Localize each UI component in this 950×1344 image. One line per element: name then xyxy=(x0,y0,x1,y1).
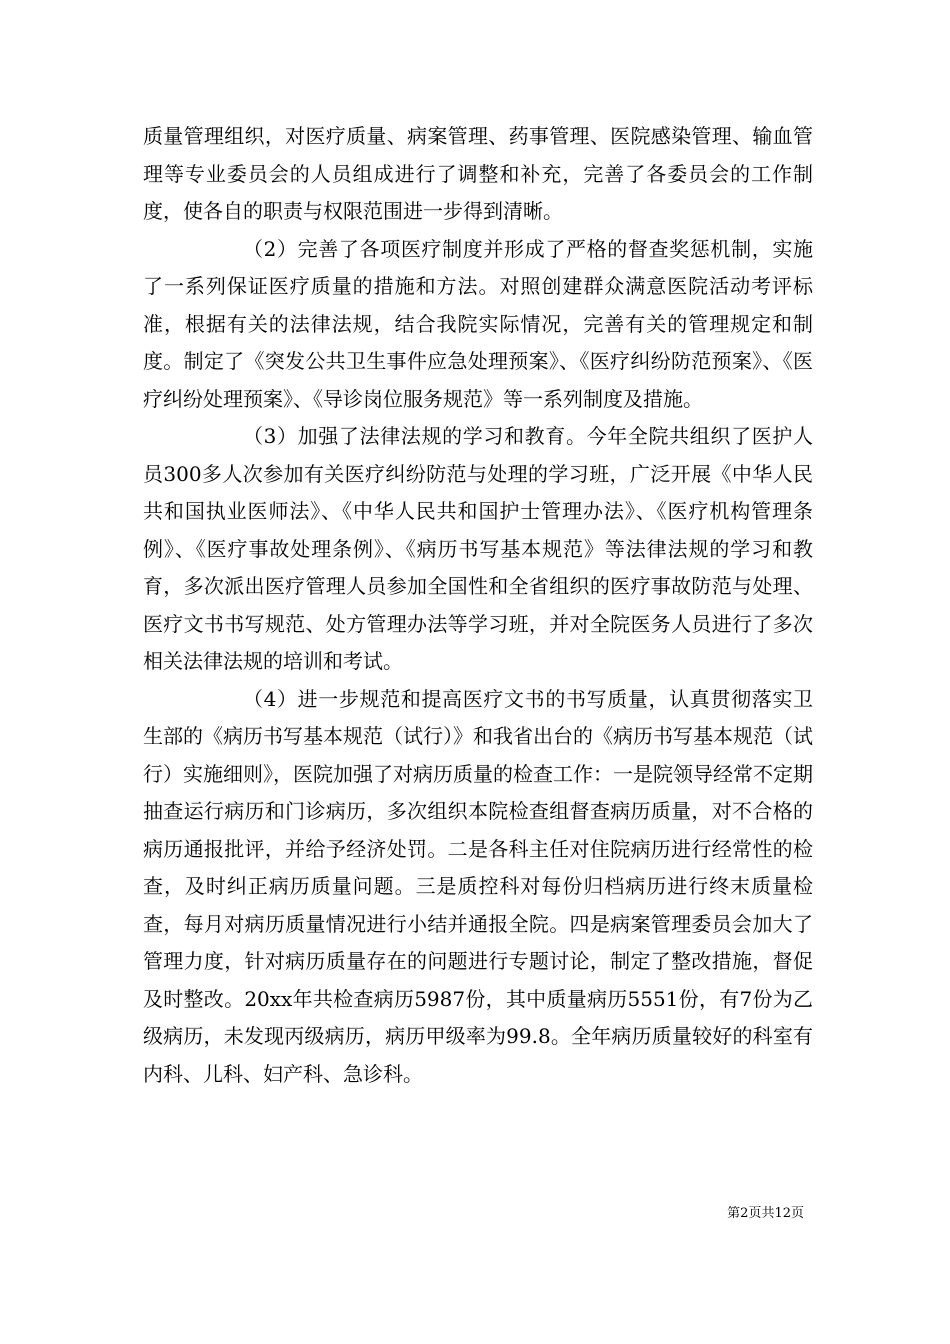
paragraph-item-4: （4）进一步规范和提高医疗文书的书写质量，认真贯彻落实卫生部的《病历书写基本规范（试行）》和我省出台的《病历书写基本规范（试行）实施细则》，医院加强了对病历质量的检查工作：一是院领导经常不定期抽查运行病历和门诊病历，多次组织本院检查组督查病历质量，对不合格的病历通报批评，并给予经济处罚。二是各科主任对住院病历进行经常性的检查，及时纠正病历质量问题。三是质控科对每份归档病历进行终末质量检查，每月对病历质量情况进行小结并通报全院。四是病案管理委员会加大了管理力度，针对病历质量存在的问题进行专题讨论，制定了整改措施，督促及时整改。20xx年共检查病历5987份，其中质量病历5551份，有7份为乙级病历，未发现丙级病历，病历甲级率为99.8。全年病历质量较好的科室有内科、儿科、妇产科、急诊科。 xyxy=(143,686,813,1086)
page-number-footer: 第2页共12页 xyxy=(727,1206,804,1221)
body-text xyxy=(143,118,813,1093)
paragraph-item-3: （3）加强了法律法规的学习和教育。今年全院共组织了医护人员300多人次参加有关医疗纠纷防范与处理的学习班，广泛开展《中华人民共和国执业医师法》、《中华人民共和国护士管理办法》、《医疗机构管理条例》、《医疗事故处理条例》、《病历书写基本规范》等法律法规的学习和教育，多次派出医疗管理人员参加全国性和全省组织的医疗事故防范与处理、医疗文书书写规范、处方管理办法等学习班，并对全院医务人员进行了多次相关法律法规的培训和考试。 xyxy=(143,424,813,673)
paragraph-item-2: （2）完善了各项医疗制度并形成了严格的督查奖惩机制，实施了一系列保证医疗质量的措施和方法。对照创建群众满意医院活动考评标准，根据有关的法律法规，结合我院实际情况，完善有关的管理规定和制度。制定了《突发公共卫生事件应急处理预案》、《医疗纠纷防范预案》、《医疗纠纷处理预案》、《导诊岗位服务规范》等一系列制度及措施。 xyxy=(143,236,813,411)
paragraph-continuation: 质量管理组织，对医疗质量、病案管理、药事管理、医院感染管理、输血管理等专业委员会的人员组成进行了调整和补充，完善了各委员会的工作制度，使各自的职责与权限范围进一步得到清晰。 xyxy=(143,124,813,223)
